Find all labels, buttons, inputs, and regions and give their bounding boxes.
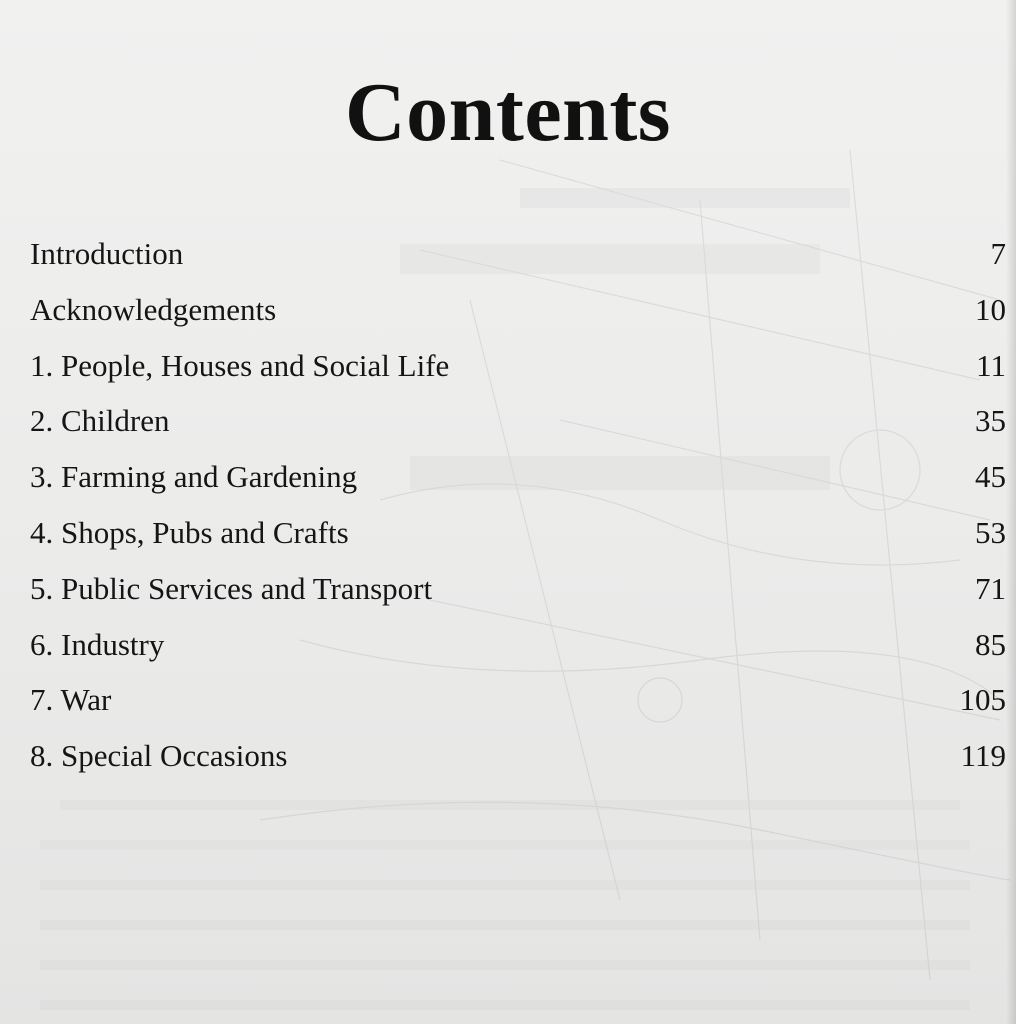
- toc-entry-page-number: 45: [975, 459, 1006, 495]
- toc-entry-label: 4. Shops, Pubs and Crafts: [30, 514, 349, 550]
- page-title: Contents: [344, 66, 671, 160]
- toc-entry: [30, 338, 1006, 394]
- toc-entry-page-number: 53: [975, 514, 1006, 550]
- toc-entry-page-number: 119: [960, 738, 1006, 774]
- toc-entry: [30, 393, 1006, 449]
- toc-entry-page-number: 10: [975, 291, 1006, 327]
- toc-entry-page-number: 11: [976, 347, 1006, 383]
- toc-entry-label: 8. Special Occasions: [30, 738, 288, 774]
- toc-entry: [30, 226, 1006, 282]
- toc-entry: [30, 282, 1006, 338]
- toc-entry-label: Introduction: [30, 236, 184, 271]
- toc-entry-page-number: 71: [975, 570, 1006, 606]
- page-edge-shadow: [1006, 0, 1016, 1024]
- toc-entry-label: 2. Children: [30, 403, 170, 439]
- toc-entry-page-number: 85: [975, 626, 1006, 662]
- toc-entry: [30, 561, 1006, 617]
- toc-entry: [30, 505, 1006, 561]
- toc-entry: [30, 449, 1006, 505]
- table-of-contents: [30, 226, 1006, 784]
- toc-entry: [30, 672, 1006, 728]
- toc-entry-label: 1. People, Houses and Social Life: [30, 347, 450, 383]
- toc-entry: [30, 617, 1006, 673]
- toc-entry-label: Acknowledgements: [30, 291, 277, 327]
- toc-entry-label: 3. Farming and Gardening: [30, 459, 358, 495]
- toc-entry-page-number: 105: [959, 682, 1006, 718]
- toc-entry-page-number: 7: [990, 236, 1006, 271]
- toc-entry-label: 5. Public Services and Transport: [30, 570, 433, 606]
- toc-entry-page-number: 35: [975, 403, 1006, 439]
- toc-entry: [30, 728, 1006, 784]
- toc-entry-label: 7. War: [30, 682, 112, 718]
- toc-entry-label: 6. Industry: [30, 626, 165, 662]
